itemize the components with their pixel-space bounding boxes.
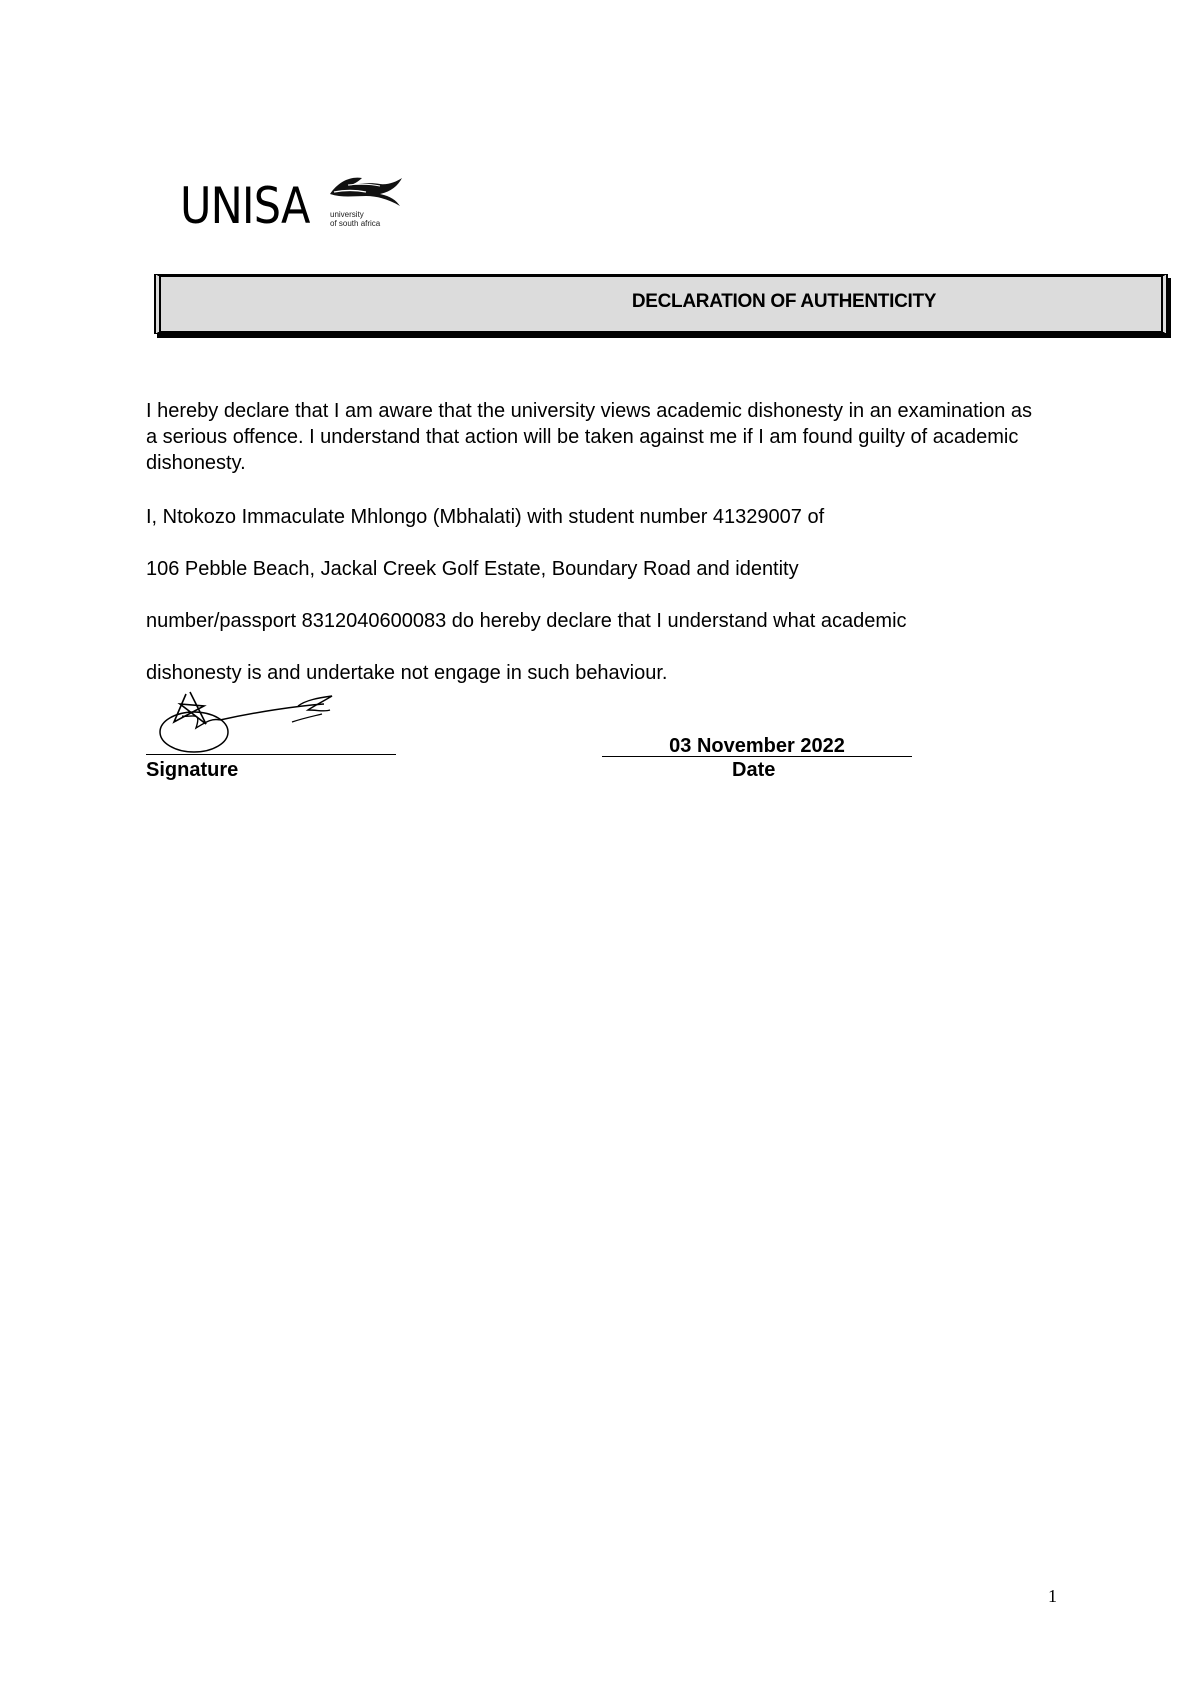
page-number: 1 bbox=[1048, 1586, 1057, 1606]
signature-label: Signature bbox=[146, 759, 239, 781]
declaration-line-name: I, Ntokozo Immaculate Mhlongo (Mbhalati) with student number 41329007 of bbox=[146, 506, 825, 528]
logo-wordmark: UNISA bbox=[180, 177, 310, 235]
logo-subtitle bbox=[330, 210, 380, 228]
declaration-line-undertaking: dishonesty is and undertake not engage in such behaviour. bbox=[146, 662, 668, 684]
declaration-paragraph: I hereby declare that I am aware that the university views academic dishonesty in an examination as a serious offence. I understand that action will be taken against me if I am found guilty of academic dishonesty. bbox=[146, 400, 1033, 474]
unisa-logo bbox=[180, 172, 410, 242]
declaration-line-identity: number/passport 8312040600083 do hereby declare that I understand what academic bbox=[146, 610, 907, 632]
logo-subtitle-line1: university bbox=[330, 210, 364, 219]
title-box bbox=[154, 274, 1168, 334]
date-value: 03 November 2022 bbox=[602, 734, 912, 757]
logo-bird-icon bbox=[328, 172, 404, 208]
logo-subtitle-line2: of south africa bbox=[330, 219, 381, 228]
handwritten-signature bbox=[146, 688, 396, 754]
signature-line bbox=[146, 754, 396, 755]
page-title: DECLARATION OF AUTHENTICITY bbox=[631, 291, 937, 312]
declaration-line-address: 106 Pebble Beach, Jackal Creek Golf Estate, Boundary Road and identity bbox=[146, 558, 799, 580]
date-label: Date bbox=[732, 759, 776, 781]
